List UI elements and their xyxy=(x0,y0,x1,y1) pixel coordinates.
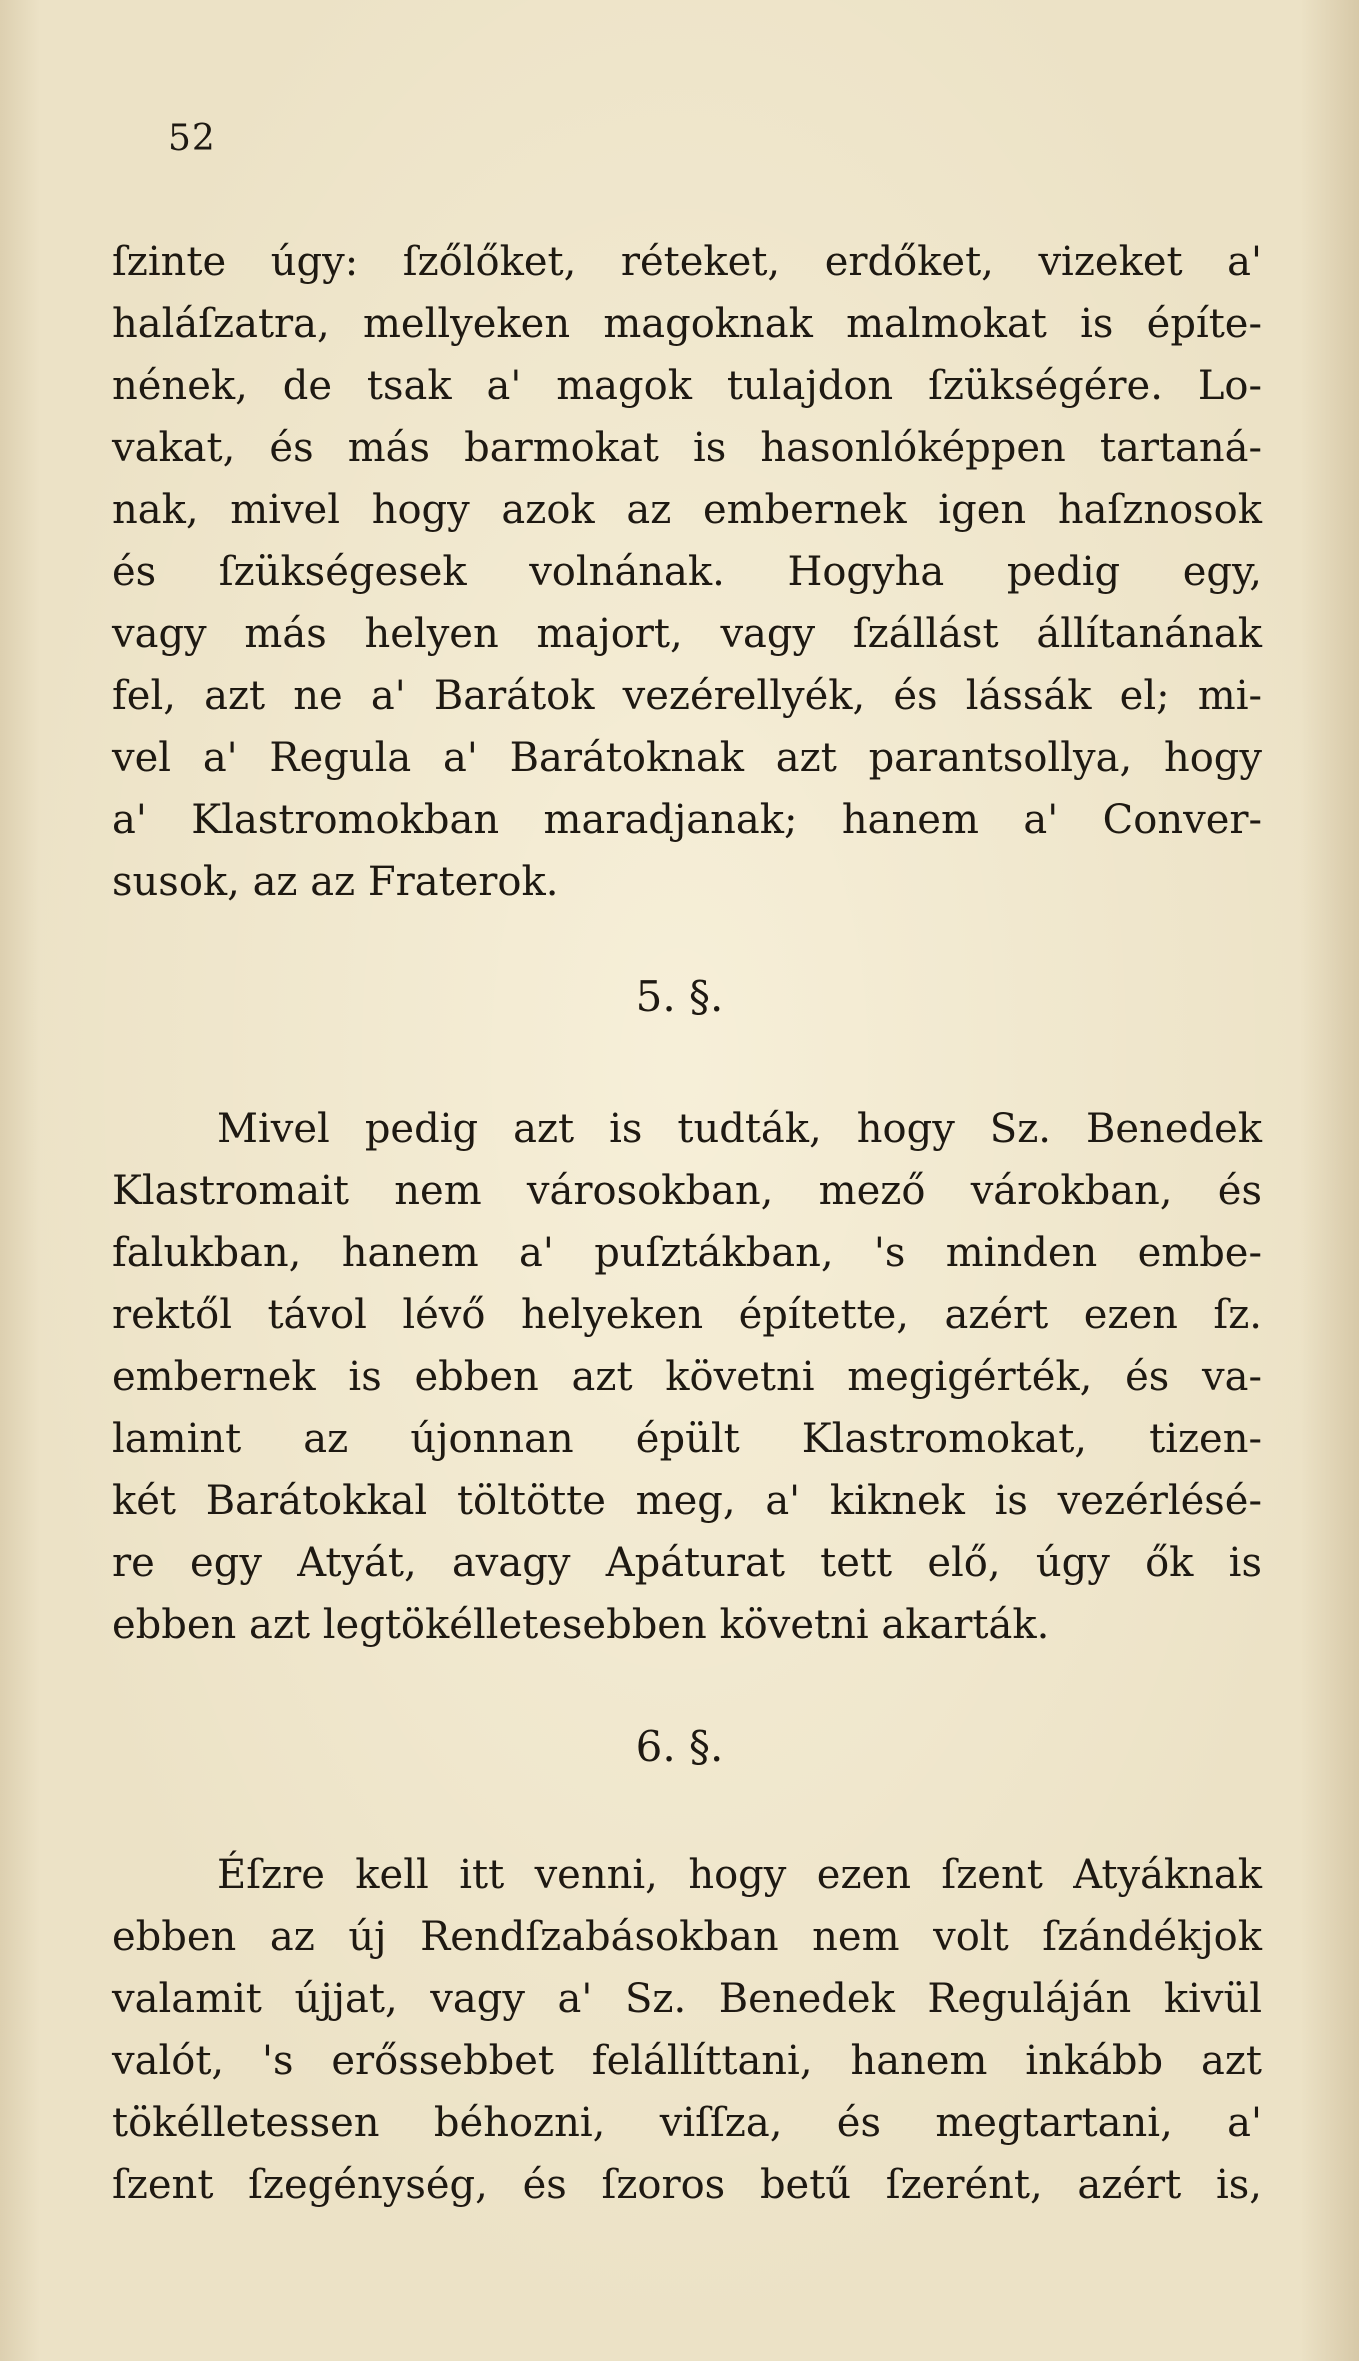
section-heading-5: 5. §. xyxy=(635,972,724,1021)
text-line: fel, azt ne a' Barátok vezérellyék, és lássák el; mi- xyxy=(112,673,1262,719)
text-line: lamint az újonnan épült Klastromokat, tizen- xyxy=(112,1416,1262,1462)
text-line: ebben az új Rendſzabásokban nem volt ſzándékjok xyxy=(112,1914,1262,1960)
text-line: haláſzatra, mellyeken magoknak malmokat is építe- xyxy=(112,301,1262,347)
text-line: ebben azt legtökélletesebben követni akarták. xyxy=(112,1602,1050,1648)
text-line: két Barátokkal töltötte meg, a' kiknek is vezérlésé- xyxy=(112,1478,1262,1524)
paragraph-1 xyxy=(112,231,1262,913)
text-line: falukban, hanem a' puſztákban, 's minden embe- xyxy=(112,1230,1262,1276)
text-line: és ſzükségesek volnának. Hogyha pedig egy, xyxy=(112,549,1262,595)
paragraph-2 xyxy=(112,1098,1262,1656)
text-line: rektől távol lévő helyeken építette, azért ezen ſz. xyxy=(112,1292,1262,1338)
text-line: ſzent ſzegénység, és ſzoros betű ſzerént, azért is, xyxy=(112,2162,1262,2208)
section-heading-6: 6. §. xyxy=(635,1722,724,1771)
page-number: 52 xyxy=(168,118,216,159)
text-line: susok, az az Fraterok. xyxy=(112,859,559,905)
text-line: embernek is ebben azt követni megigérték, és va- xyxy=(112,1354,1262,1400)
text-line: vakat, és más barmokat is hasonlóképpen tartaná- xyxy=(112,425,1262,471)
text-line: tökélletessen béhozni, viſſza, és megtartani, a' xyxy=(112,2100,1262,2146)
text-line: a' Klastromokban maradjanak; hanem a' Conver- xyxy=(112,797,1262,843)
text-line: nének, de tsak a' magok tulajdon ſzükségére. Lo- xyxy=(112,363,1262,409)
text-line: valót, 's erőssebbet felállíttani, hanem inkább azt xyxy=(112,2038,1262,2084)
text-line: Klastromait nem városokban, mező várokban, és xyxy=(112,1168,1262,1214)
text-line: vel a' Regula a' Barátoknak azt parantsollya, hogy xyxy=(112,735,1262,781)
text-line: re egy Atyát, avagy Apáturat tett elő, úgy ők is xyxy=(112,1540,1262,1586)
text-line: Mivel pedig azt is tudták, hogy Sz. Benedek xyxy=(217,1106,1262,1152)
text-line: ſzinte úgy: ſzőlőket, réteket, erdőket, vizeket a' xyxy=(112,239,1262,285)
text-line: vagy más helyen majort, vagy ſzállást állítanának xyxy=(112,611,1262,657)
text-line: Éſzre kell itt venni, hogy ezen ſzent Atyáknak xyxy=(217,1852,1262,1898)
paragraph-3 xyxy=(112,1844,1262,2216)
text-line: valamit újjat, vagy a' Sz. Benedek Reguláján kivül xyxy=(112,1976,1262,2022)
text-line: nak, mivel hogy azok az embernek igen haſznosok xyxy=(112,487,1262,533)
